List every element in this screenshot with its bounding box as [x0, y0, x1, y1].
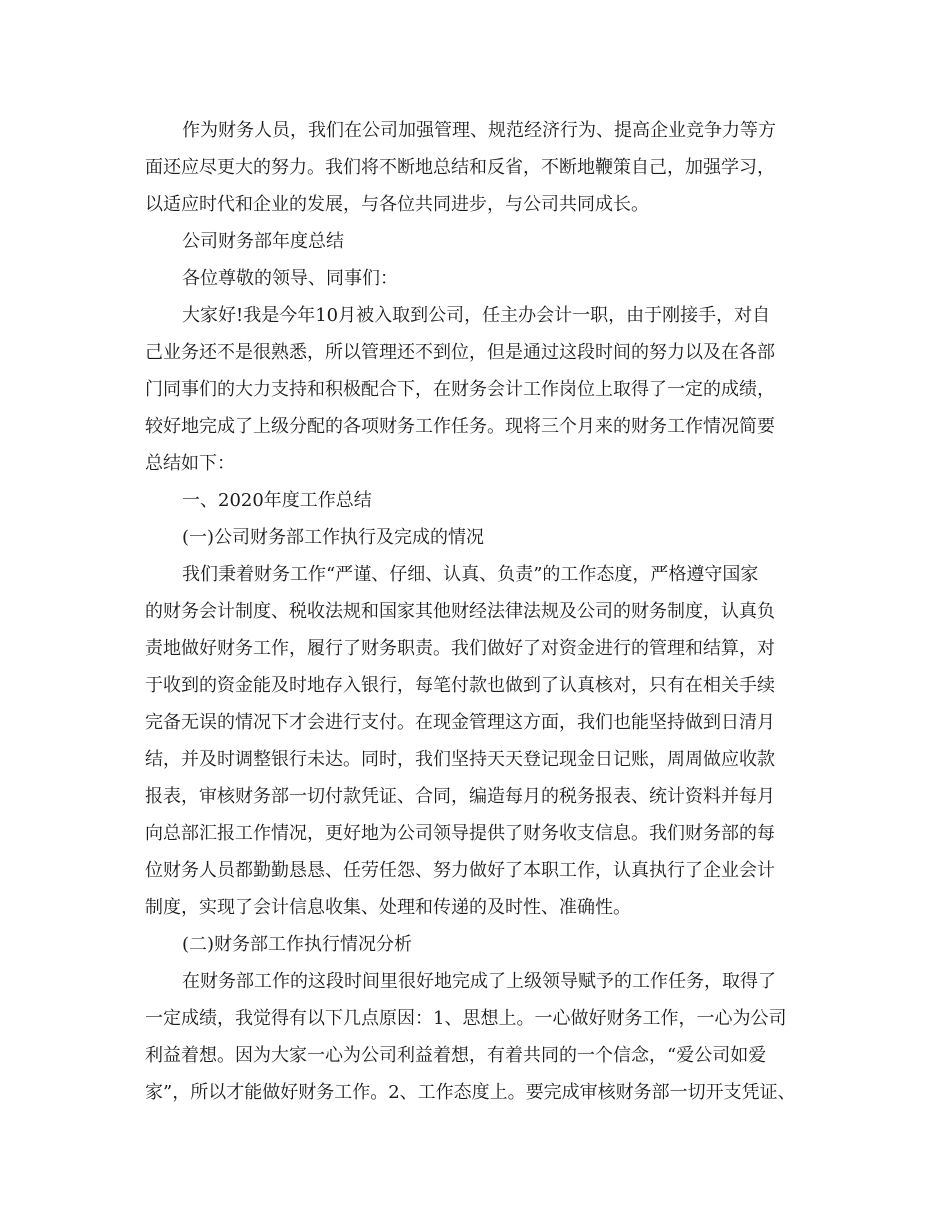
paragraph-line: 完备无误的情况下才会进行支付。在现金管理这方面，我们也能坚持做到日清月 — [145, 712, 775, 733]
paragraph-line: 面还应尽更大的努力。我们将不断地总结和反省，不断地鞭策自己，加强学习， — [145, 157, 775, 178]
paragraph-line: 大家好!我是今年10月被入取到公司，任主办会计一职，由于刚接手，对自 — [182, 305, 771, 326]
paragraph-line: 结，并及时调整银行未达。同时，我们坚持天天登记现金日记账，周周做应收款 — [145, 749, 775, 770]
paragraph-line: 一定成绩，我觉得有以下几点原因：1、思想上。一心做好财务工作，一心为公司 — [145, 1008, 787, 1029]
paragraph-line: 较好地完成了上级分配的各项财务工作任务。现将三个月来的财务工作情况简要 — [145, 416, 775, 437]
paragraph-line: 责地做好财务工作，履行了财务职责。我们做好了对资金进行的管理和结算，对 — [145, 638, 775, 659]
paragraph-line: 报表，审核财务部一切付款凭证、合同，编造每月的税务报表、统计资料并每月 — [145, 786, 775, 807]
salutation: 各位尊敬的领导、同事们： — [182, 268, 398, 289]
paragraph-line: 位财务人员都勤勤恳恳、任劳任怨、努力做好了本职工作，认真执行了企业会计 — [145, 860, 775, 881]
paragraph-line: 在财务部工作的这段时间里很好地完成了上级领导赋予的工作任务，取得了 — [182, 971, 776, 992]
paragraph-line: 向总部汇报工作情况，更好地为公司领导提供了财务收支信息。我们财务部的每 — [145, 823, 775, 844]
paragraph-line: 的财务会计制度、税收法规和国家其他财经法律法规及公司的财务制度，认真负 — [145, 601, 775, 622]
paragraph-line: 门同事们的大力支持和积极配合下，在财务会计工作岗位上取得了一定的成绩， — [145, 379, 775, 400]
paragraph-line: 作为财务人员，我们在公司加强管理、规范经济行为、提高企业竞争力等方 — [182, 120, 776, 141]
paragraph-line: 制度，实现了会计信息收集、处理和传递的及时性、准确性。 — [145, 897, 631, 918]
paragraph-line: 我们秉着财务工作“严谨、仔细、认真、负责”的工作态度，严格遵守国家 — [182, 564, 759, 585]
paragraph-line: 总结如下： — [145, 453, 235, 474]
subsection-heading: (一)公司财务部工作执行及完成的情况 — [182, 527, 485, 548]
subsection-heading: (二)财务部工作执行情况分析 — [182, 934, 413, 955]
section-heading: 一、2020年度工作总结 — [182, 490, 372, 511]
paragraph-line: 家”，所以才能做好财务工作。2、工作态度上。要完成审核财务部一切开支凭证、 — [145, 1082, 796, 1103]
paragraph-line: 己业务还不是很熟悉，所以管理还不到位，但是通过这段时间的努力以及在各部 — [145, 342, 775, 363]
section-heading: 公司财务部年度总结 — [182, 231, 344, 252]
paragraph-line: 于收到的资金能及时地存入银行，每笔付款也做到了认真核对，只有在相关手续 — [145, 675, 775, 696]
paragraph-line: 以适应时代和企业的发展，与各位共同进步，与公司共同成长。 — [145, 194, 649, 215]
paragraph-line: 利益着想。因为大家一心为公司利益着想，有着共同的一个信念，“爱公司如爱 — [145, 1045, 767, 1066]
